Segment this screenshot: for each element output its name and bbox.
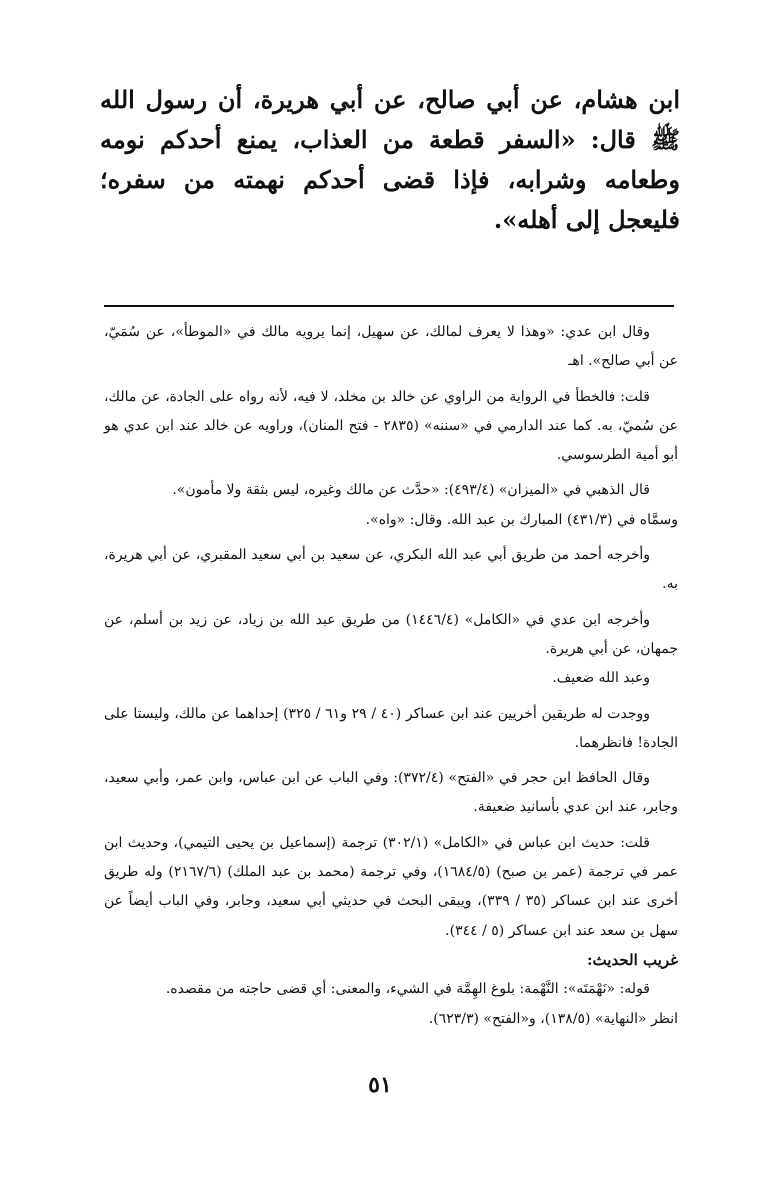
footnote-paragraph: قلت: فالخطأ في الرواية من الراوي عن خالد بن مخلد، لا فيه، لأنه رواه على الجادة، عن مالك، عن سُميّ، به. كما عند الدارمي في «سننه» (٢٨٣٥ - فتح المنان)، وراويه عن خالد عند ابن عدي هو أبو أمية الطرسوسي. xyxy=(104,388,679,464)
footnotes xyxy=(104,318,678,1034)
footnote-paragraph: وعبد الله ضعيف. xyxy=(552,670,650,687)
page-number: ٥١ xyxy=(368,1072,392,1098)
footnote-paragraph: ووجدت له طريقين أخريين عند ابن عساكر (٤٠ / ٢٩ و٦١ / ٣٢٥) إحداهما عن مالك، وليستا على الجادة! فانظرهما. xyxy=(104,705,678,751)
footnote-paragraph: قال الذهبي في «الميزان» (٤٩٣/٤): «حدَّث عن مالك وغيره، ليس بثقة ولا مأمون». xyxy=(172,482,650,499)
section-heading: غريب الحديث: xyxy=(587,950,678,969)
footnote-paragraph: انظر «النهاية» (١٣٨/٥)، و«الفتح» (٦٢٣/٣). xyxy=(428,1010,678,1027)
footnote-paragraph: وأخرجه أحمد من طريق أبي عبد الله البكري، عن سعيد بن أبي سعيد المقبري، عن أبي هريرة، به. xyxy=(104,547,678,593)
footnote-paragraph: وقال الحافظ ابن حجر في «الفتح» (٣٧٢/٤): وفي الباب عن ابن عباس، وابن عمر، وأبي سعيد، وجابر، عند ابن عدي بأسانيد ضعيفة. xyxy=(104,770,678,816)
footnote-paragraph: قلت: حديث ابن عباس في «الكامل» (٣٠٢/١) ترجمة (إسماعيل بن يحيى التيمي)، وحديث ابن عمر في ترجمة (عمر بن صبح) (١٦٨٤/٥)، وفي ترجمة (محمد بن عبد الملك) (٢١٦٧/٦) وله طريق أخرى عند ابن عساكر (٣٥ / ٣٣٩)، ويبقى البحث في حديثي أبي سعيد، وجابر، وفي الباب أيضاً عن سهل بن سعد عند ابن عساكر (٥ / ٣٤٤). xyxy=(104,834,679,939)
hadith-paragraph: ابن هشام، عن أبي صالح، عن أبي هريرة، أن رسول الله ﷺ قال: «السفر قطعة من العذاب، يمنع أحدكم نومه وطعامه وشرابه، فإذا قضى أحدكم نهمته من سفره؛ فليعجل إلى أهله». xyxy=(100,85,680,234)
footnote-paragraph: قوله: «نَهْمَتَه»: النَّهْمة: بلوغ الهِمَّة في الشيء، والمعنى: أي قضى حاجته من مقصده. xyxy=(165,981,650,998)
footnote-separator xyxy=(104,305,674,307)
footnote-paragraph: وقال ابن عدي: «وهذا لا يعرف لمالك، عن سهيل، إنما يرويه مالك في «الموطأ»، عن سُمَيّ، عن أبي صالح». اهـ xyxy=(104,324,678,370)
footnote-paragraph: وسمَّاه في (٤٣١/٣) المبارك بن عبد الله. وقال: «واه». xyxy=(365,511,678,528)
footnote-paragraph: وأخرجه ابن عدي في «الكامل» (١٤٤٦/٤) من طريق عبد الله بن زياد، عن زيد بن أسلم، عن جمهان، عن أبي هريرة. xyxy=(104,611,678,657)
hadith-text xyxy=(100,80,680,240)
